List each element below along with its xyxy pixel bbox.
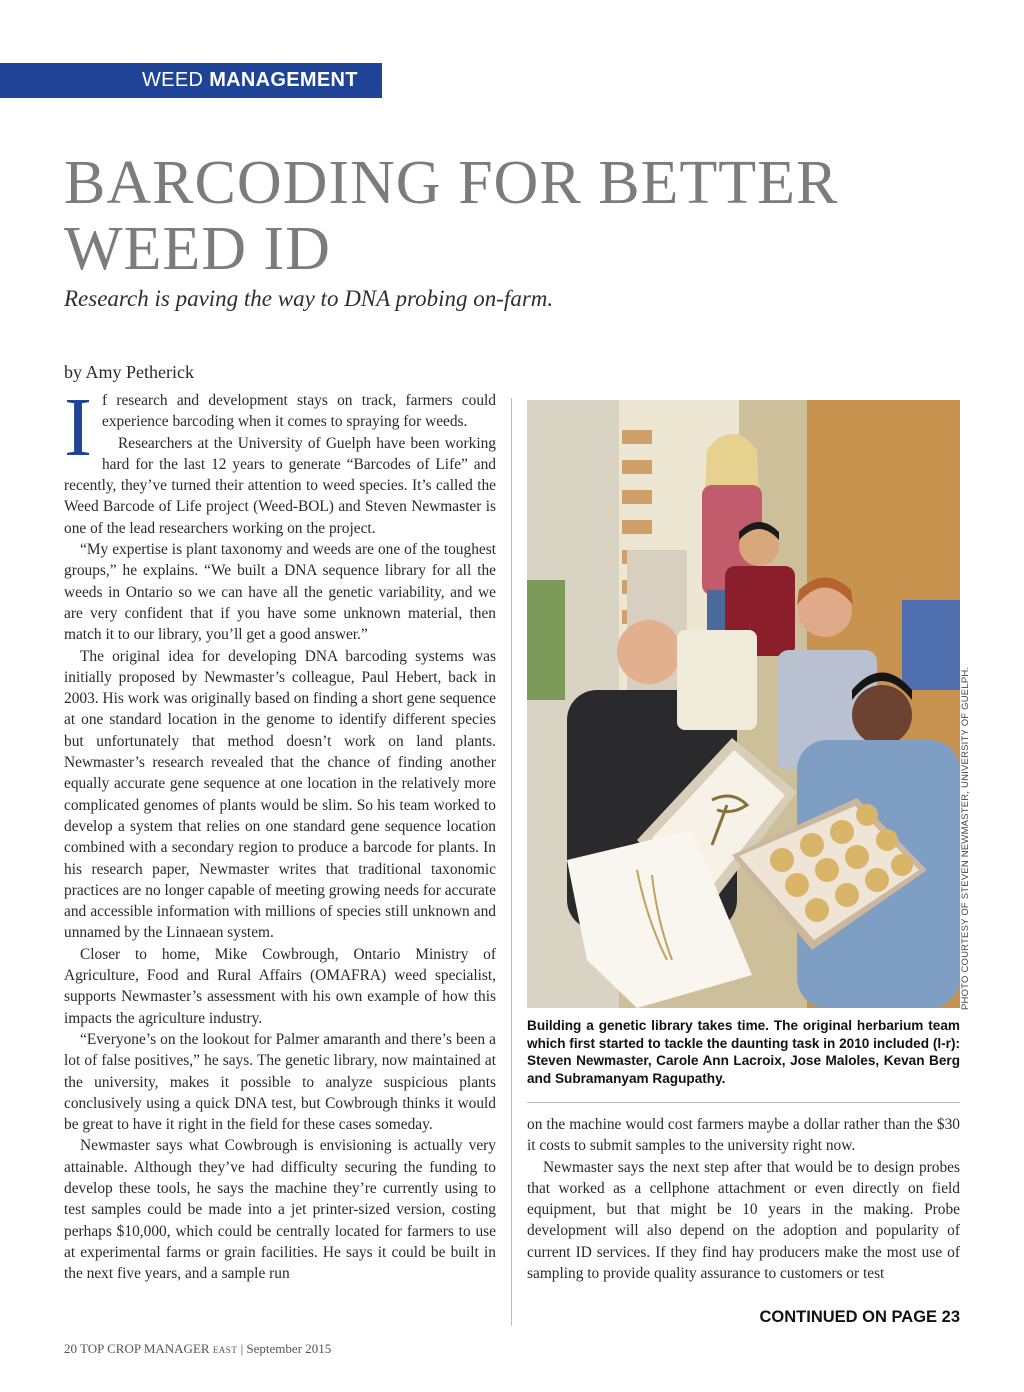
- edition-label: EAST: [212, 1345, 238, 1355]
- body-paragraph: Newmaster says the next step after that would be to design probes that worked as a cellphone attachment or even directly on field equipment, but that might be 10 years in the making. Probe development will also depend on the adoption and popularity of current ID services. If they find hay producers make the most use of sampling to provide quality assurance to customers or test: [527, 1158, 960, 1283]
- folio-separator: |: [240, 1341, 244, 1356]
- body-paragraph: Closer to home, Mike Cowbrough, Ontario Ministry of Agriculture, Food and Rural Affairs (OMAFRA) weed specialist, supports Newmaster’s assessment with his own example of how this impacts the agriculture industry.: [64, 945, 496, 1027]
- body-paragraph: [64, 381, 496, 474]
- continued-jump-line[interactable]: CONTINUED ON PAGE 23: [759, 1308, 960, 1326]
- body-paragraph: “My expertise is plant taxonomy and weeds are one of the toughest groups,” he explains. “We built a DNA sequence library for all the weeds in Ontario so we can have all the genetic variability, and we are very confident that if you have some unknown material, then match it to our library, you’ll get a good answer.”: [64, 541, 496, 644]
- body-paragraph: The original idea for developing DNA barcoding systems was initially proposed by Newmaster’s colleague, Paul Hebert, back in 2003. His work was originally based on finding a short gene sequence at one standard location in the genome to identify different species but unfortunately that method doesn’t work on land plants. Newmaster’s research revealed that the chance of finding another equally accurate gene sequence at one location in the relatively more complicated genomes of plants would be slim. So his team worked to develop a system that relies on one standard gene sequence location combined with a secondary region to produce a barcode for plants. In his research paper, Newmaster writes that traditional taxonomic practices are no longer capable of meeting growing needs for accurate and accessible information with millions of species still unknown and unnamed by the Linnaean system.: [64, 647, 496, 942]
- page-number: 20: [64, 1341, 77, 1356]
- section-tag-label: MANAGEMENT: [209, 69, 358, 91]
- section-tag-prefix: WEED: [142, 69, 204, 91]
- caption-divider: [527, 1102, 960, 1103]
- magazine-name: TOP CROP MANAGER: [80, 1341, 210, 1356]
- photo-credit-text: PHOTO COURTESY OF STEVEN NEWMASTER, UNIVERSITY OF GUELPH.: [960, 666, 971, 1010]
- byline: by Amy Petherick: [64, 362, 194, 382]
- issue-date: September 2015: [246, 1341, 332, 1356]
- team-photo: [527, 400, 960, 1008]
- column-divider: [511, 398, 512, 1326]
- deck: Research is paving the way to DNA probing on-farm.: [64, 286, 554, 311]
- page-folio: [64, 1341, 331, 1357]
- headline: BARCODING FOR BETTER WEED ID: [64, 149, 839, 283]
- section-tag: [0, 63, 382, 98]
- body-column-right: [527, 1114, 960, 1284]
- body-paragraph: Researchers at the University of Guelph have been working hard for the last 12 years to generate “Barcodes of Life” and recently, they’ve turned their attention to weed species. It’s called the Weed Barcode of Life project (Weed-BOL) and Steven Newmaster is one of the lead researchers working on the project.: [64, 434, 496, 537]
- photo-caption: Building a genetic library takes time. The original herbarium team which first started to tackle the daunting task in 2010 included (l-r): Steven Newmaster, Carole Ann Lacroix, Jose Maloles, Kevan Berg and Subramanyam Ragupathy.: [527, 1018, 960, 1086]
- body-paragraph: Newmaster says what Cowbrough is envisioning is actually very attainable. Although they’ve had difficulty securing the funding to develop these tools, he says the machine they’re currently using to test samples could be made into a jet printer-sized version, costing perhaps $10,000, which could be centrally located for farmers to use at experimental farms or grain facilities. He says it could be built in the next five years, and a sample run: [64, 1137, 496, 1283]
- body-paragraph: on the machine would cost farmers maybe a dollar rather than the $30 it costs to submit samples to the university right now.: [527, 1116, 960, 1155]
- body-paragraph-text: f research and development stays on track, farmers could experience barcoding when it comes to spraying for weeds.: [101, 392, 496, 431]
- drop-cap: I: [64, 381, 92, 474]
- body-column-left: [64, 381, 496, 1284]
- body-paragraph: “Everyone’s on the lookout for Palmer amaranth and there’s been a lot of false positives,” he says. The genetic library, now maintained at the university, makes it possible to analyze suspicious plants conclusively using a quick DNA test, but Cowbrough thinks it would be great to have it right in the field for these cases someday.: [64, 1030, 496, 1134]
